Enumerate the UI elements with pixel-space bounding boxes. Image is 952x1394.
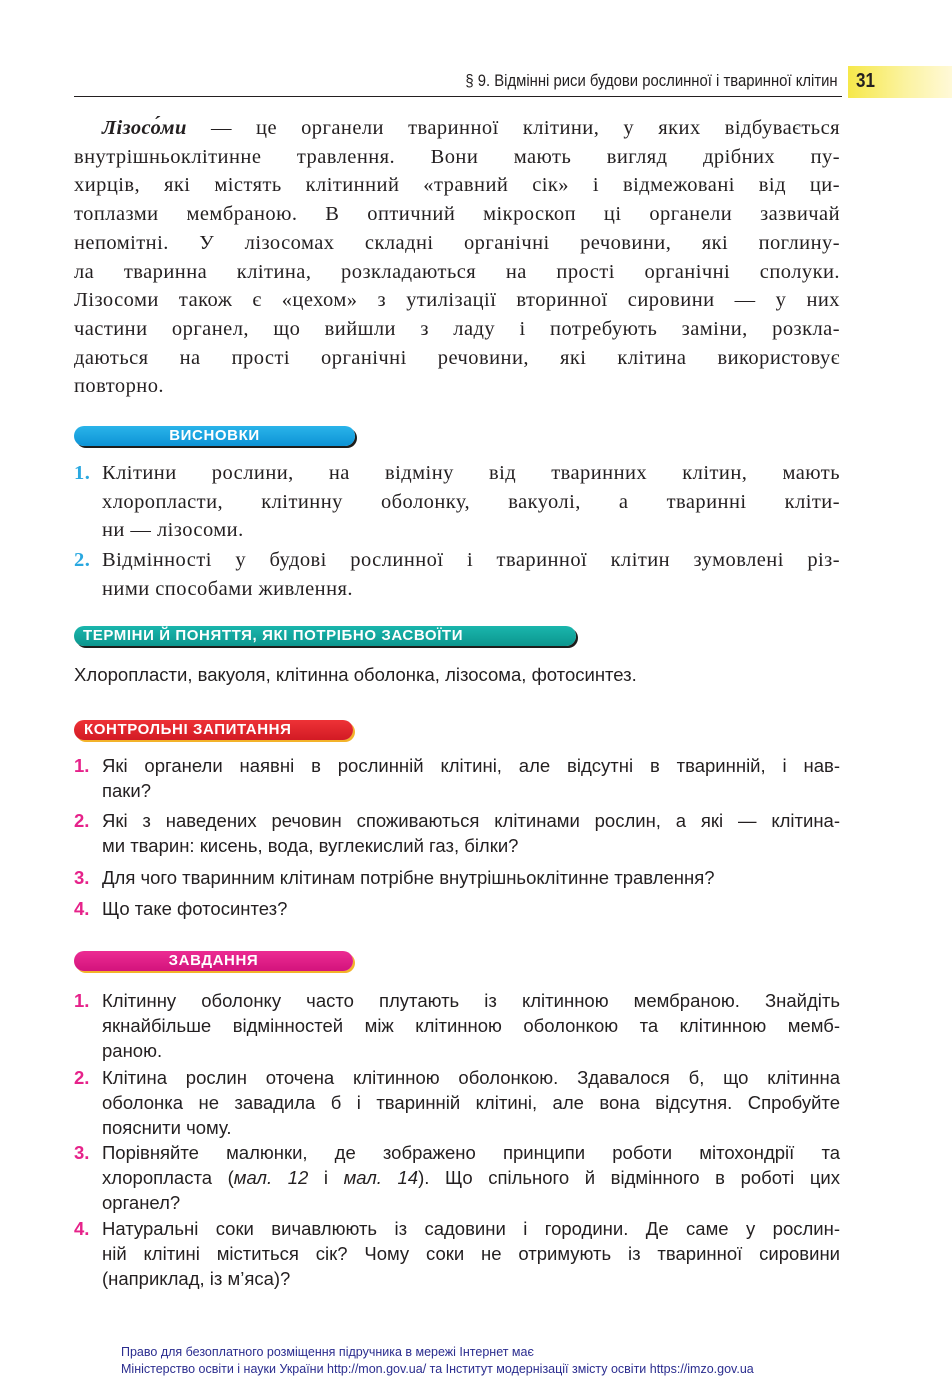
text-line: даються на прості органічні речовини, які клітина використовує (74, 346, 840, 369)
text-line: ни — лізосоми. (102, 519, 244, 542)
text-line: раною. (102, 1040, 163, 1061)
question-item (74, 808, 840, 858)
text-line: Клітинну оболонку часто плутають із клітинною мембраною. Знайдіть (102, 990, 840, 1011)
text-line: ними способами живлення. (102, 577, 353, 600)
text-line: повторно. (74, 375, 164, 398)
task-item (74, 1216, 840, 1291)
footer-attribution-line: Міністерство освіти і науки України http://mon.gov.ua/ та Інститут модернізації змісту освіти https://imzo.gov.ua (121, 1362, 754, 1376)
conclusion-item (74, 546, 840, 603)
text-line: Клітина рослин оточена клітинною оболонкою. Здавалося б, що клітинна (102, 1067, 840, 1088)
figure-reference: мал. 14 (343, 1167, 419, 1188)
conclusion-item (74, 459, 840, 545)
text-line: топлазми мембраною. В оптичний мікроскоп ці органели зазвичай (74, 203, 840, 226)
header-rule (74, 96, 842, 97)
text-line: хирців, які містять клітинний «травний сік» і відмежовані від ци- (74, 174, 840, 197)
item-number: 2. (74, 549, 91, 571)
item-number: 3. (74, 867, 90, 888)
item-number: 1. (74, 990, 90, 1011)
question-item (74, 753, 840, 803)
terms-list: Хлоропласти, вакуоля, клітинна оболонка, лізосома, фотосинтез. (74, 664, 637, 685)
text-line: Відмінності у будові рослинної і тваринної клітин зумовлені різ- (102, 549, 840, 571)
text-line: Що таке фотосинтез? (102, 898, 288, 919)
tasks-label: ЗАВДАННЯ (74, 951, 353, 971)
question-item (74, 865, 840, 890)
questions-label: КОНТРОЛЬНІ ЗАПИТАННЯ (74, 720, 353, 740)
text-line: ній клітині міститься сік? Чому соки не отримують із тваринної сировини (102, 1243, 840, 1264)
question-item (74, 896, 840, 921)
text-line: Які з наведених речовин споживаються клітинами рослин, а які — клітина- (102, 810, 840, 831)
text-line: Порівняйте малюнки, де зображено принципи роботи мітохондрії та (102, 1142, 840, 1163)
text-line: хлоропласти, клітинну оболонку, вакуолі, а тваринні кліти- (102, 490, 840, 513)
figure-reference: мал. 12 (233, 1167, 309, 1188)
item-number: 4. (74, 1218, 90, 1239)
page-number: 31 (856, 70, 875, 92)
task-item (74, 1140, 840, 1215)
running-header: § 9. Відмінні риси будови рослинної і тваринної клітин (465, 72, 838, 90)
term-lysosomes: Лізосо́ми (102, 117, 187, 139)
text-line: органел? (102, 1192, 181, 1213)
item-number: 4. (74, 898, 90, 919)
text-line: Натуральні соки вичавлюють із садовини і городини. Де саме у рослин- (102, 1218, 840, 1239)
item-number: 3. (74, 1142, 90, 1163)
text-line: внутрішньоклітинне травлення. Вони мають вигляд дрібних пу- (74, 145, 840, 168)
item-number: 2. (74, 810, 90, 831)
text-line: оболонка не завадила б і тваринній клітині, але вона відсутня. Спробуйте (102, 1092, 840, 1113)
item-number: 2. (74, 1067, 90, 1088)
text-line: Клітини рослини, на відміну від тваринних клітин, мають (102, 462, 840, 484)
intro-paragraph (74, 114, 840, 401)
text-line: Лізосоми також є «цехом» з утилізації вторинної сировини — у них (74, 289, 840, 312)
text-line: Для чого тваринним клітинам потрібне внутрішньоклітинне травлення? (102, 867, 715, 888)
text-line: пояснити чому. (102, 1117, 232, 1138)
text-line: Які органели наявні в рослинній клітині, але відсутні в тваринній, і нав- (102, 755, 840, 776)
text-line: паки? (102, 780, 152, 801)
text-line: ми тварин: кисень, вода, вуглекислий газ, білки? (102, 835, 519, 856)
item-number: 1. (74, 462, 91, 484)
terms-label: ТЕРМІНИ Й ПОНЯТТЯ, ЯКІ ПОТРІБНО ЗАСВОЇТИ (74, 626, 576, 646)
text-line: непомітні. У лізосомах складні органічні речовини, які поглину- (74, 231, 840, 254)
task-item (74, 1065, 840, 1140)
text-line: (наприклад, із м’яса)? (102, 1268, 291, 1289)
footer-license-line: Право для безоплатного розміщення підручника в мережі Інтернет має (121, 1345, 534, 1359)
text-line: ла тваринна клітина, розкладаються на прості органічні сполуки. (74, 260, 840, 283)
text-line: якнайбільше відмінностей між клітинною оболонкою та клітинною мемб- (102, 1015, 840, 1036)
text-line: хлоропласта (мал. 12 і мал. 14). Що спільного й відмінного в роботі цих (102, 1167, 841, 1188)
conclusions-label: ВИСНОВКИ (74, 426, 355, 446)
text-line: Лізосо́ми — це органели тваринної клітини, у яких відбувається (102, 117, 840, 139)
item-number: 1. (74, 755, 90, 776)
text-line: частини органел, що вийшли з ладу і потребують заміни, розкла- (74, 317, 840, 340)
task-item (74, 988, 840, 1063)
